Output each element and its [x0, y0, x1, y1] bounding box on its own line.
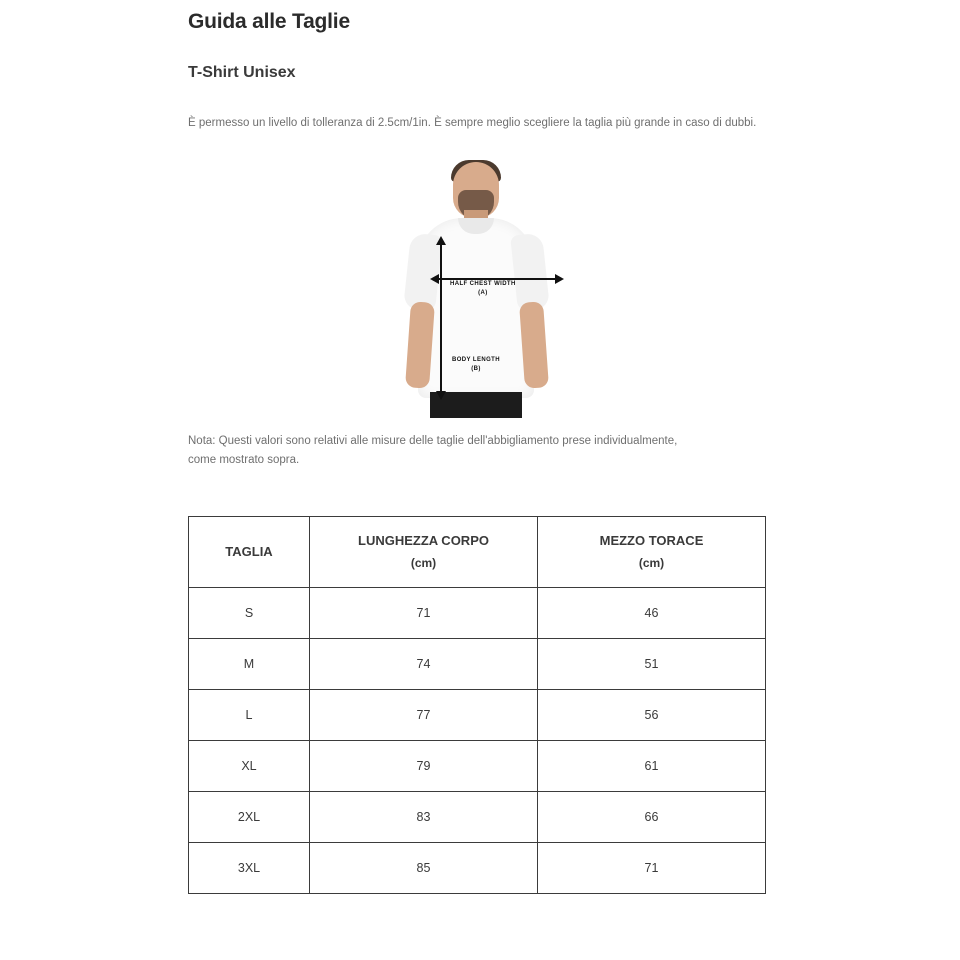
note-block: [188, 432, 768, 470]
table-row: [189, 588, 766, 639]
body-measure-label-code: (B): [471, 366, 481, 372]
cell-size: L: [189, 690, 310, 741]
cell-size: M: [189, 639, 310, 690]
size-chart-head: [189, 517, 766, 588]
cell-body-length: 79: [310, 741, 538, 792]
chest-measure-label: [450, 280, 516, 298]
column-header-body-length-unit: (cm): [410, 556, 437, 570]
table-row: [189, 843, 766, 894]
cell-size: S: [189, 588, 310, 639]
column-header-size: [189, 517, 310, 588]
column-header-half-chest-unit: (cm): [638, 556, 665, 570]
body-length-arrow-icon: [440, 244, 442, 392]
cell-half-chest: 56: [538, 690, 766, 741]
column-header-body-length: [310, 517, 538, 588]
cell-half-chest: 71: [538, 843, 766, 894]
cell-size: XL: [189, 741, 310, 792]
table-row: [189, 792, 766, 843]
size-chart-table: [188, 516, 766, 894]
cell-half-chest: 61: [538, 741, 766, 792]
table-row: [189, 690, 766, 741]
cell-half-chest: 66: [538, 792, 766, 843]
cell-body-length: 85: [310, 843, 538, 894]
cell-body-length: 77: [310, 690, 538, 741]
cell-half-chest: 51: [538, 639, 766, 690]
cell-size: 2XL: [189, 792, 310, 843]
table-header-row: [189, 517, 766, 588]
cell-body-length: 83: [310, 792, 538, 843]
body-measure-label: [452, 356, 500, 374]
model-arm-right: [519, 301, 549, 388]
tshirt-sleeve-right: [510, 233, 550, 312]
column-header-half-chest: [538, 517, 766, 588]
cell-body-length: 74: [310, 639, 538, 690]
document-header: [188, 0, 768, 133]
size-chart-body: [189, 588, 766, 894]
cell-size: 3XL: [189, 843, 310, 894]
product-subtitle: T-Shirt Unisex: [188, 64, 296, 81]
table-row: [189, 741, 766, 792]
table-row: [189, 639, 766, 690]
measurement-note: Nota: Questi valori sono relativi alle misure delle taglie dell'abbigliamento prese individualmente, come mostrato sopra.: [188, 435, 678, 466]
page-title: Guida alle Taglie: [188, 10, 350, 33]
cell-body-length: 71: [310, 588, 538, 639]
tolerance-note: È permesso un livello di tolleranza di 2.5cm/1in. È sempre meglio scegliere la taglia più grande in caso di dubbi.: [188, 117, 757, 129]
chest-measure-label-text: HALF CHEST WIDTH: [450, 281, 516, 287]
cell-half-chest: 46: [538, 588, 766, 639]
column-header-half-chest-label: MEZZO TORACE: [599, 533, 704, 548]
column-header-size-label: TAGLIA: [225, 544, 273, 559]
tshirt-measurement-illustration: [396, 160, 556, 418]
chest-measure-label-code: (A): [478, 290, 488, 296]
body-measure-label-text: BODY LENGTH: [452, 357, 500, 363]
column-header-body-length-label: LUNGHEZZA CORPO: [358, 533, 489, 548]
